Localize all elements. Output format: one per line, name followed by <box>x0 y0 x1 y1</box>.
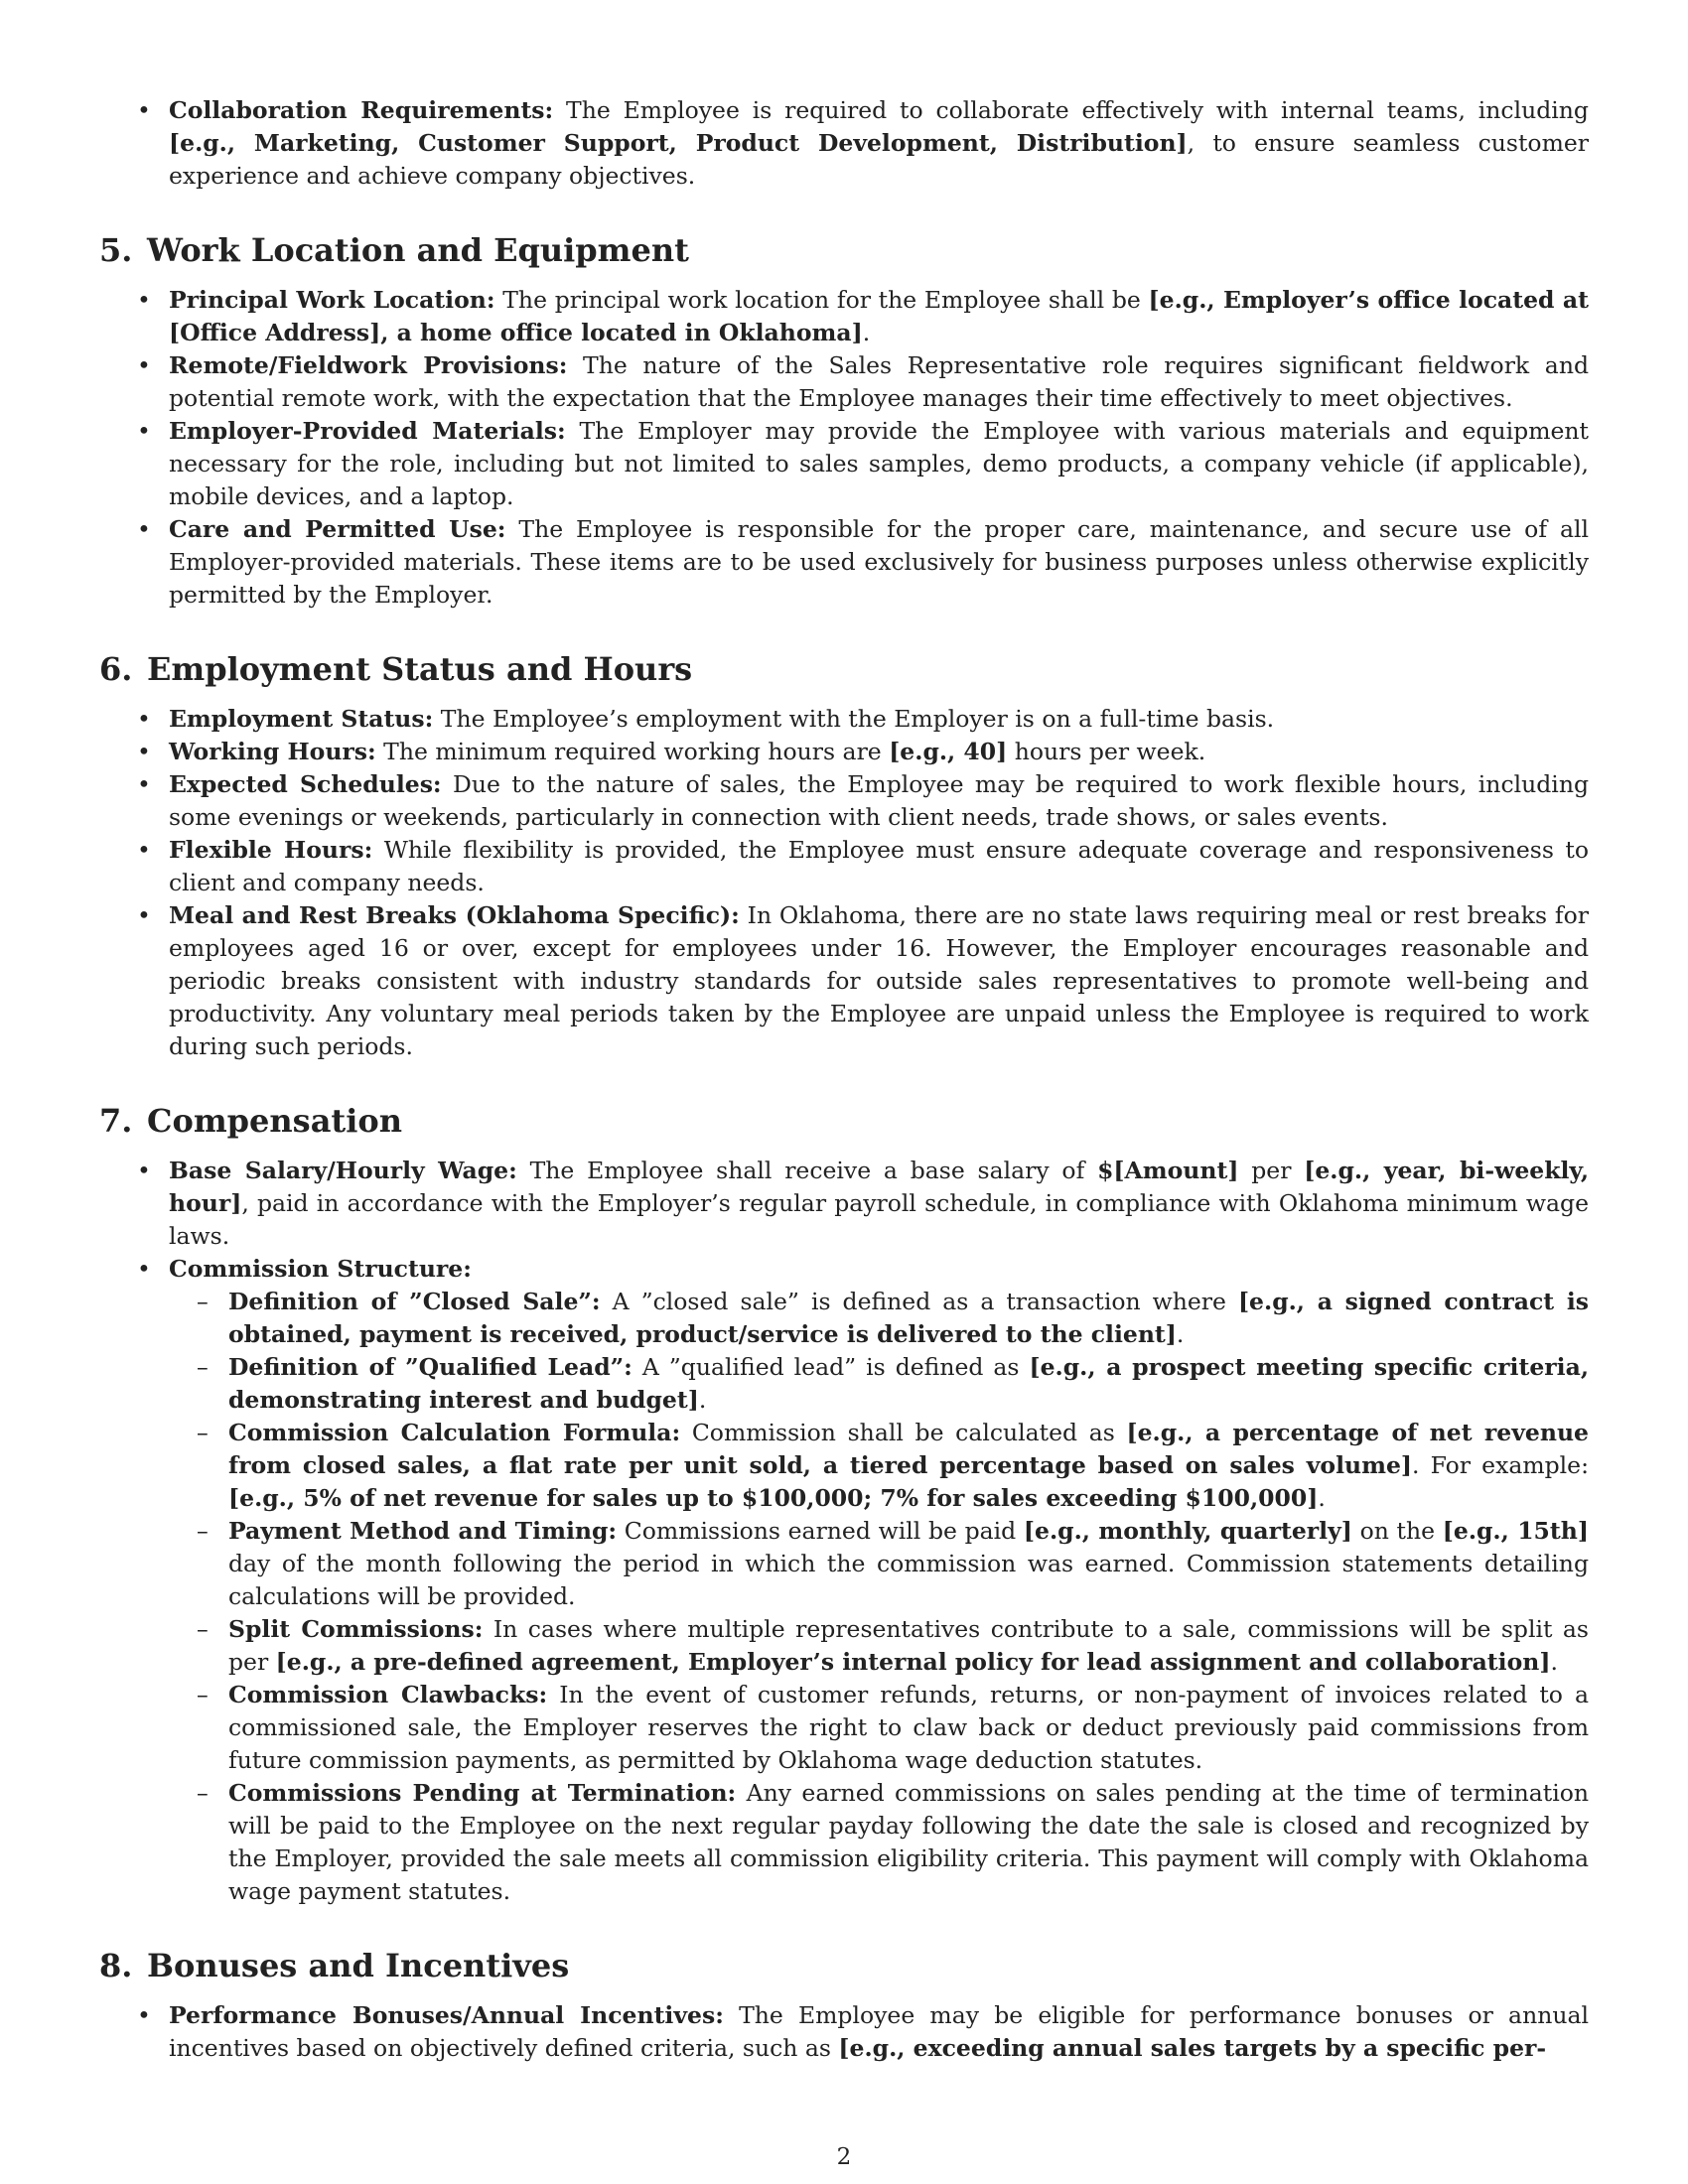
sub-list-item: – Definition of ”Closed Sale”: A ”closed sale” is defined as a transaction where [e.g., a signed contract is obtained, payment is received, product/service is delivered to the client]. <box>169 1286 1589 1351</box>
list-item: • Flexible Hours: While flexibility is provided, the Employee must ensure adequate coverage and responsiveness to client and company needs. <box>99 834 1589 899</box>
sub-list-item: – Definition of ”Qualified Lead”: A ”qualified lead” is defined as [e.g., a prospect meeting specific criteria, demonstrating interest and budget]. <box>169 1351 1589 1417</box>
sub-list-item: – Payment Method and Timing: Commissions earned will be paid [e.g., monthly, quarterly] on the [e.g., 15th] day of the month following the period in which the commission was earned. Commission statements detailing calculations will be provided. <box>169 1515 1589 1613</box>
sub-list-item: – Split Commissions: In cases where multiple representatives contribute to a sale, commissions will be split as per [e.g., a pre-defined agreement, Employer’s internal policy for lead assignment and collaboration]. <box>169 1613 1589 1679</box>
list-item: • Commission Structure: – Definition of ”Closed Sale”: A ”closed sale” is defined as a transaction where [e.g., a signed contract is obtained, payment is received, product/service is delivered to the client]. – Definition of ”Qualified Lead”: A ”qualified lead” is defined as [e.g., a prospect meeting specific criteria, demonstrating interest and budget]. – Commission Calculation Formula: Commission shall be calculated as [e.g., a percentage of net revenue from closed sales, a flat rate per unit sold, a tiered percentage based on sales volume]. For example: [e.g., 5% of net revenue for sales up to $100,000; 7% for sales exceeding $100,000]. – Payment Method and Timing: Commissions earned will be paid [e.g., monthly, quarterly] on the [e.g., 15th] day of the month following the period in which the commission was earned. Commission statements detailing calculations will be provided. – Split Commissions: In cases where multiple representatives contribute to a sale, commissions will be split as per [e.g., a pre-defined agreement, Employer’s internal policy for lead assignment and collaboration]. – Commission Clawbacks: In the event of customer refunds, returns, or non-payment of invoices related to a commissioned sale, the Employer reserves the right to claw back or deduct previously paid commissions from future commission payments, as permitted by Oklahoma wage deduction statutes. – Commissions Pending at Termination: Any earned commissions on sales pending at the time of termination will be paid to the Employee on the next regular payday following the date the sale is closed and recognized by the Employer, provided the sale meets all commission eligibility criteria. This payment will comply with Oklahoma wage payment statutes. <box>99 1253 1589 1908</box>
section-heading-5: 5. Work Location and Equipment <box>99 231 689 269</box>
section-heading-6: 6. Employment Status and Hours <box>99 650 693 688</box>
section-5-list <box>99 284 1589 612</box>
list-item: • Remote/Fieldwork Provisions: The nature of the Sales Representative role requires significant fieldwork and potential remote work, with the expectation that the Employee manages their time effectively to meet objectives. <box>99 349 1589 415</box>
list-item: • Care and Permitted Use: The Employee is responsible for the proper care, maintenance, and secure use of all Employer-provided materials. These items are to be used exclusively for business purposes unless otherwise explicitly permitted by the Employer. <box>99 513 1589 612</box>
commission-sublist <box>169 1286 1589 1908</box>
section-6-list <box>99 703 1589 1063</box>
list-item: • Performance Bonuses/Annual Incentives: The Employee may be eligible for performance bonuses or annual incentives based on objectively defined criteria, such as [e.g., exceeding annual sales targets by a specific per- <box>99 1999 1589 2065</box>
page-number: 2 <box>836 2144 852 2170</box>
section-heading-8: 8. Bonuses and Incentives <box>99 1947 570 1984</box>
section-8-list <box>99 1999 1589 2065</box>
list-item: • Employer-Provided Materials: The Employer may provide the Employee with various materials and equipment necessary for the role, including but not limited to sales samples, demo products, a company vehicle (if applicable), mobile devices, and a laptop. <box>99 415 1589 513</box>
section-heading-7: 7. Compensation <box>99 1102 402 1140</box>
list-item: • Collaboration Requirements: The Employee is required to collaborate effectively with internal teams, including [e.g., Marketing, Customer Support, Product Development, Distribution], to ensure seamless customer experience and achieve company objectives. <box>99 94 1589 193</box>
sub-list-item: – Commissions Pending at Termination: Any earned commissions on sales pending at the time of termination will be paid to the Employee on the next regular payday following the date the sale is closed and recognized by the Employer, provided the sale meets all commission eligibility criteria. This payment will comply with Oklahoma wage payment statutes. <box>169 1777 1589 1908</box>
document-page <box>99 94 1589 2065</box>
list-item: • Expected Schedules: Due to the nature of sales, the Employee may be required to work flexible hours, including some evenings or weekends, particularly in connection with client needs, trade shows, or sales events. <box>99 768 1589 834</box>
list-item: • Employment Status: The Employee’s employment with the Employer is on a full-time basis. <box>99 703 1589 736</box>
sub-list-item: – Commission Calculation Formula: Commission shall be calculated as [e.g., a percentage of net revenue from closed sales, a flat rate per unit sold, a tiered percentage based on sales volume]. For example: [e.g., 5% of net revenue for sales up to $100,000; 7% for sales exceeding $100,000]. <box>169 1417 1589 1515</box>
intro-list <box>99 94 1589 193</box>
list-item: • Principal Work Location: The principal work location for the Employee shall be [e.g., Employer’s office located at [Office Address], a home office located in Oklahoma]. <box>99 284 1589 349</box>
list-item: • Base Salary/Hourly Wage: The Employee shall receive a base salary of $[Amount] per [e.g., year, bi-weekly, hour], paid in accordance with the Employer’s regular payroll schedule, in compliance with Oklahoma minimum wage laws. <box>99 1155 1589 1253</box>
list-item: • Meal and Rest Breaks (Oklahoma Specific): In Oklahoma, there are no state laws requiring meal or rest breaks for employees aged 16 or over, except for employees under 16. However, the Employer encourages reasonable and periodic breaks consistent with industry standards for outside sales representatives to promote well-being and productivity. Any voluntary meal periods taken by the Employee are unpaid unless the Employee is required to work during such periods. <box>99 899 1589 1063</box>
list-item: • Working Hours: The minimum required working hours are [e.g., 40] hours per week. <box>99 736 1589 768</box>
sub-list-item: – Commission Clawbacks: In the event of customer refunds, returns, or non-payment of invoices related to a commissioned sale, the Employer reserves the right to claw back or deduct previously paid commissions from future commission payments, as permitted by Oklahoma wage deduction statutes. <box>169 1679 1589 1777</box>
section-7-list <box>99 1155 1589 1908</box>
